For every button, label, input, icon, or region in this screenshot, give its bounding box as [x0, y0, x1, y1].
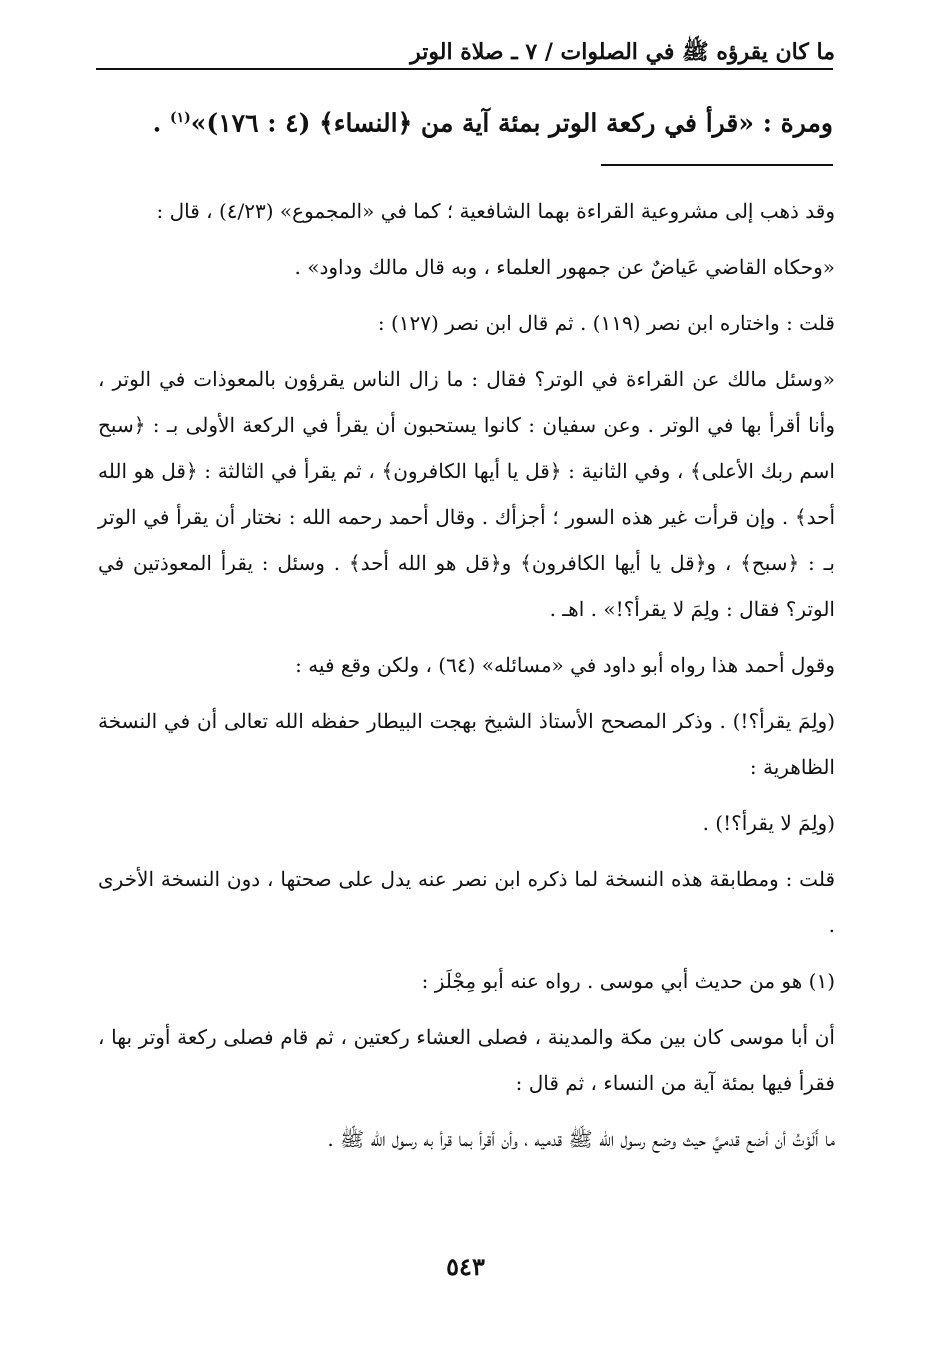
footnote-paragraph: (١) هو من حديث أبي موسى . رواه عنه أبو مِجْلَز :: [421, 969, 835, 993]
note-paragraph: وقد ذهب إلى مشروعية القراءة بهما الشافعية ؛ كما في «المجموع» (٤/٢٣) ، قال :: [156, 199, 835, 223]
page-number: ٥٤٣: [446, 1252, 485, 1281]
footnote-marker: (١): [169, 110, 191, 126]
footnote-separator: [601, 164, 833, 166]
note-paragraph: قلت : واختاره ابن نصر (١١٩) . ثم قال ابن نصر (١٢٧) :: [377, 311, 835, 335]
note-paragraph: (ولِمَ لا يقرأ؟!) .: [702, 811, 835, 835]
main-text-body: ومرة : «قرأ في ركعة الوتر بمئة آية من ﴿النساء﴾ (٤ : ١٧٦)»: [190, 108, 833, 138]
main-text: [110, 98, 833, 143]
main-text-tail: .: [152, 108, 170, 138]
note-paragraph: (ولِمَ يقرأ؟!) . وذكر المصحح الأستاذ الشيخ بهجت البيطار حفظه الله تعالى أن في النسخة الظاهرية :: [98, 709, 835, 779]
notes-section: [98, 188, 835, 1162]
running-header: ما كان يقرؤه ﷺ في الصلوات / ٧ ـ صلاة الوتر: [410, 39, 835, 65]
note-paragraph: قلت : ومطابقة هذه النسخة لما ذكره ابن نصر عنه يدل على صحتها ، دون النسخة الأخرى .: [98, 867, 835, 937]
note-paragraph: «وحكاه القاضي عَياضٌ عن جمهور العلماء ، وبه قال مالك وداود» .: [294, 255, 835, 279]
note-paragraph: «وسئل مالك عن القراءة في الوتر؟ فقال : ما زال الناس يقرؤون بالمعوذات في الوتر ، وأنا أقرأ بها في الوتر . وعن سفيان : كانوا يستحبون أن يقرأ في الركعة الأولى بـ : ﴿سبح اسم ربك الأعلى﴾ ، وفي الثانية : ﴿قل يا أيها الكافرون﴾ ، ثم يقرأ في الثالثة : ﴿قل هو الله أحد﴾ . وإن قرأت غير هذه السور ؛ أجزأك . وقال أحمد رحمه الله : نختار أن يقرأ في الوتر بـ : ﴿سبح﴾ ، و﴿قل يا أيها الكافرون﴾ و﴿قل هو الله أحد﴾ . وسئل : يقرأ المعوذتين في الوتر؟ فقال : ولِمَ لا يقرأ؟!» . اهـ .: [98, 367, 835, 621]
note-paragraph: وقول أحمد هذا رواه أبو داود في «مسائله» (٦٤) ، ولكن وقع فيه :: [295, 653, 835, 677]
footnote-paragraph: أن أبا موسى كان بين مكة والمدينة ، فصلى العشاء ركعتين ، ثم قام فصلى ركعة أوتر بها ، فقرأ فيها بمئة آية من النساء ، ثم قال :: [98, 1025, 835, 1095]
header-divider: [96, 68, 833, 70]
footnote-paragraph: ما أَلَوْتُ أن أضع قدميَّ حيث وضع رسول الله ﷺ قدميه ، وأن أقرأ بما قرأ به رسول الله ﷺ .: [327, 1127, 835, 1151]
